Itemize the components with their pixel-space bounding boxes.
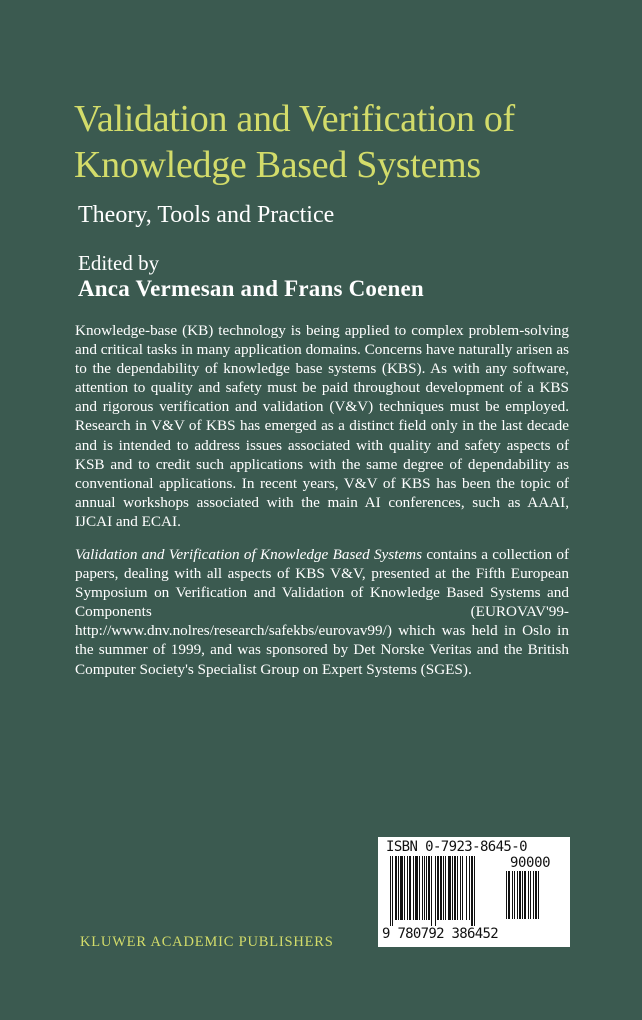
barcode-bar <box>474 856 475 926</box>
barcode-bar <box>517 871 518 919</box>
barcode-bar <box>512 871 513 919</box>
barcode-bar <box>535 871 537 919</box>
barcode-bar <box>506 871 507 919</box>
barcode-bar <box>440 856 442 920</box>
barcode-bar <box>471 856 473 926</box>
barcode-bar <box>431 856 432 926</box>
isbn-barcode <box>378 837 570 947</box>
barcode-bar <box>415 856 418 920</box>
barcode-bar <box>428 856 430 920</box>
ean-digits: 9 780792 386452 <box>382 926 498 942</box>
barcode-bar <box>519 871 521 919</box>
barcode-bar <box>419 856 420 920</box>
barcode-bar <box>443 856 444 920</box>
barcode-bar <box>460 856 461 920</box>
barcode-bar <box>424 856 425 920</box>
barcode-bar <box>390 856 391 926</box>
barcode-bar <box>533 871 534 919</box>
book-subtitle: Theory, Tools and Practice <box>78 202 335 228</box>
book-title-line-2: Knowledge Based Systems <box>74 144 481 186</box>
barcode-bar <box>508 871 510 919</box>
barcode-bar <box>524 871 526 919</box>
barcode-bar <box>538 871 539 919</box>
book-title-line-1: Validation and Verification of <box>74 98 515 140</box>
description-paragraph-1: Knowledge-base (KB) technology is being applied to complex problem-solving and critical tasks in many application domains. Concerns have naturally arisen as to the dependability of knowledge base systems (KBS). As with any software, attention to quality and safety must be paid throughout development of a KBS and rigorous verification and validation (V&V) techniques must be employed. Research in V&V of KBS has emerged as a distinct field only in the last decade and is intended to address issues associated with quality and safety aspects of KSB and to credit such applications with the same degree of dependability as conventional applications. In recent years, V&V of KBS has been the topic of annual workshops associated with the main AI conferences, such as AAAI, IJCAI and ECAI. <box>75 322 569 530</box>
description-paragraph-2 <box>75 545 569 679</box>
barcode-bar <box>462 856 463 920</box>
barcode-bar <box>407 856 408 920</box>
barcode-bar <box>395 856 397 920</box>
barcode-bar <box>466 856 467 920</box>
barcode-bar <box>422 856 423 920</box>
barcode-bar <box>398 856 399 920</box>
barcode-bar <box>435 856 436 926</box>
barcode-bar <box>469 856 470 920</box>
barcode-bar <box>413 856 414 920</box>
barcode-bar <box>530 871 531 919</box>
price-code: 90000 <box>510 855 551 871</box>
description-book-title-italic: Validation and Verification of Knowledge Based Systems <box>75 546 423 563</box>
addon-barcode-bars <box>506 871 562 927</box>
barcode-bar <box>457 856 458 920</box>
publisher-name: KLUWER ACADEMIC PUBLISHERS <box>80 934 334 950</box>
barcode-bar <box>404 856 405 920</box>
barcode-bar <box>392 856 393 926</box>
edited-by-label: Edited by <box>78 251 160 275</box>
barcode-bar <box>400 856 403 920</box>
barcode-bar <box>528 871 529 919</box>
book-title <box>74 96 594 188</box>
barcode-bar <box>437 856 439 920</box>
barcode-bar <box>522 871 523 919</box>
editors-names: Anca Vermesan and Frans Coenen <box>78 276 424 301</box>
ean-barcode-bars <box>390 856 500 930</box>
isbn-label: ISBN 0-7923-8645-0 <box>386 839 527 855</box>
description-paragraph-2-text: contains a collection of papers, dealing with all aspects of KBS V&V, presented at the Fifth European Symposium on Verification and Validation of Knowledge Based Systems and Components (EUROVAV'99-http://www.dnv.nolres/research/safekbs/eurovav99/) which was held in Oslo in the summer of 1999, and was sponsored by Det Norske Veritas and the British Computer Society's Specialist Group on Expert Systems (SGES). <box>75 546 570 678</box>
barcode-bar <box>409 856 411 920</box>
barcode-bar <box>426 856 427 920</box>
barcode-bar <box>445 856 446 920</box>
barcode-bar <box>452 856 453 920</box>
barcode-bar <box>514 871 515 919</box>
barcode-bar <box>454 856 456 920</box>
barcode-bar <box>448 856 451 920</box>
